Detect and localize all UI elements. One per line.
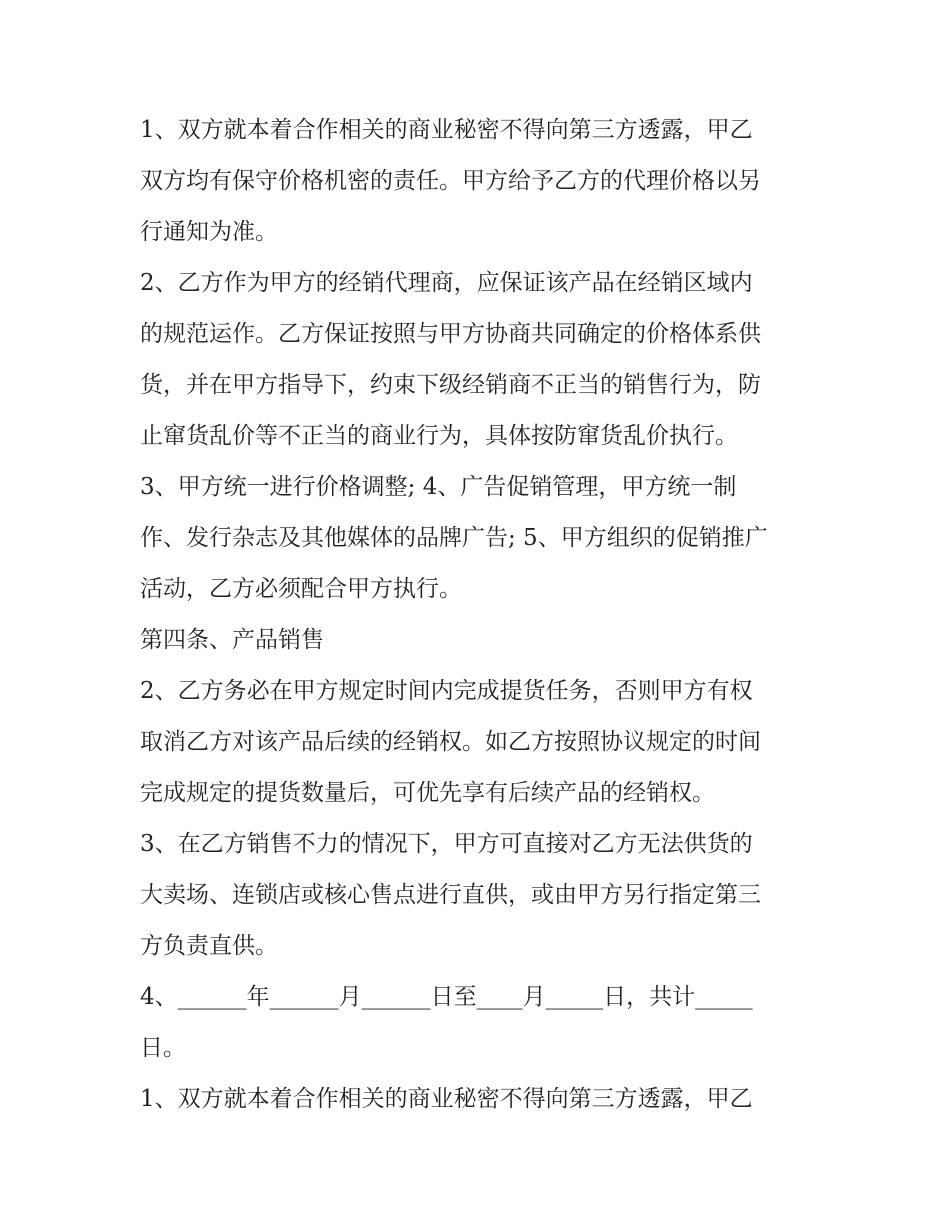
text-line: 止窜货乱价等不正当的商业行为，具体按防窜货乱价执行。 [140,423,738,449]
text-line: 作、发行杂志及其他媒体的品牌广告; 5、甲方组织的促销推广 [140,525,768,551]
text-line: 3、甲方统一进行价格调整; 4、广告促销管理，甲方统一制 [140,474,737,500]
section-heading: 第四条、产品销售 [140,627,324,653]
text-line: 完成规定的提货数量后，可优先享有后续产品的经销权。 [140,780,715,806]
text-line: 的规范运作。乙方保证按照与甲方协商共同确定的价格体系供 [140,321,761,347]
text-line: 2、乙方作为甲方的经销代理商，应保证该产品在经销区域内 [140,270,753,296]
text-line: 1、双方就本着合作相关的商业秘密不得向第三方透露，甲乙 [140,1086,753,1112]
text-line: 双方均有保守价格机密的责任。甲方给予乙方的代理价格以另 [140,168,761,194]
text-line: 2、乙方务必在甲方规定时间内完成提货任务，否则甲方有权 [140,678,753,704]
text-line: 行通知为准。 [140,219,278,245]
text-line: 1、双方就本着合作相关的商业秘密不得向第三方透露，甲乙 [140,117,753,143]
text-line: 3、在乙方销售不力的情况下，甲方可直接对乙方无法供货的 [140,831,753,857]
text-line: 活动，乙方必须配合甲方执行。 [140,576,462,602]
text-line: 日。 [140,1035,186,1061]
text-line: 取消乙方对该产品后续的经销权。如乙方按照协议规定的时间 [140,729,761,755]
text-line: 货，并在甲方指导下，约束下级经销商不正当的销售行为，防 [140,372,761,398]
text-line: 大卖场、连锁店或核心售点进行直供，或由甲方另行指定第三 [140,882,761,908]
document-body [140,105,830,1125]
date-blank-line: 4、______年______月______日至____月_____日，共计_____ [140,984,753,1010]
text-line: 方负责直供。 [140,933,278,959]
